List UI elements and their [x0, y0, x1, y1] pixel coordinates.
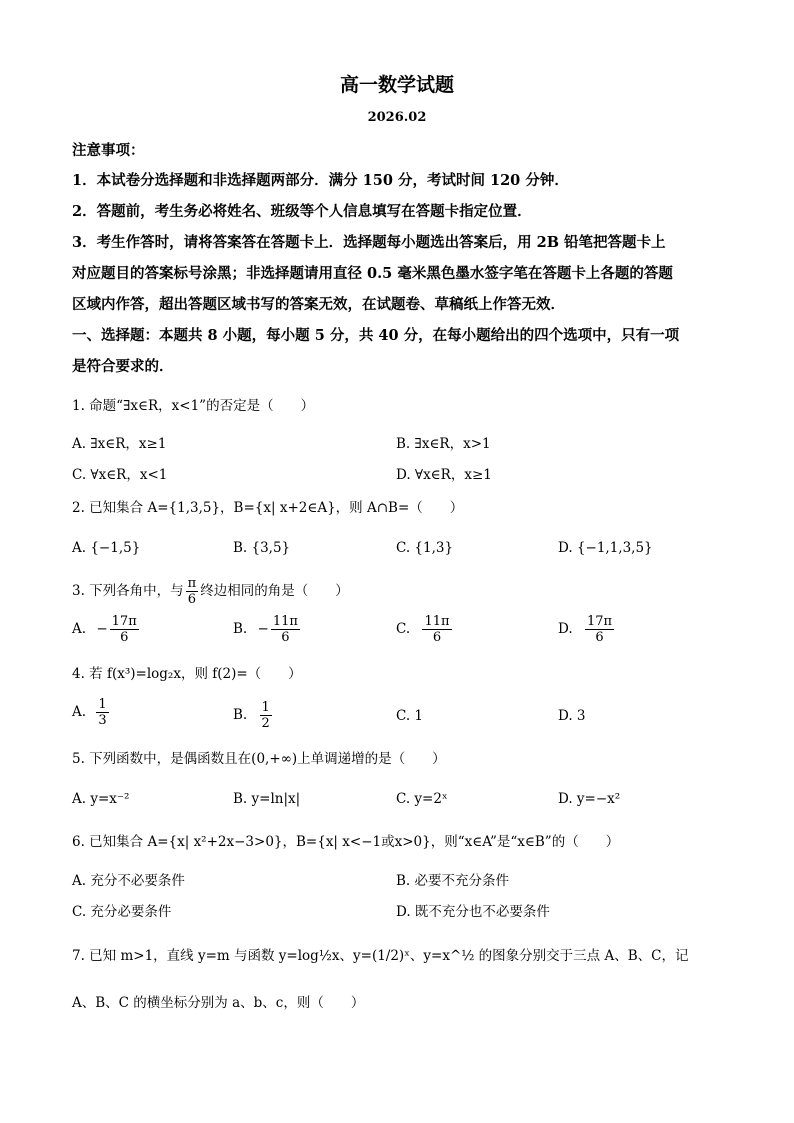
option-label: B.: [233, 621, 248, 637]
question-4-stem: 4. 若 f(x³)=log₂x，则 f(2)=（ ）: [72, 666, 302, 682]
instruction-item-2: 2．答题前，考生务必将姓名、班级等个人信息填写在答题卡指定位置．: [72, 203, 532, 220]
instruction-item-3-line-3: 区域内作答，超出答题区域书写的答案无效，在试题卷、草稿纸上作答无效．: [72, 296, 565, 313]
fraction-denominator: 6: [432, 630, 442, 645]
option-fraction: [96, 697, 108, 728]
question-5-option-c[interactable]: C. y=2ˣ: [396, 791, 448, 807]
fraction-denominator: 6: [595, 630, 604, 645]
fraction-numerator: 17π: [586, 614, 613, 629]
question-3-option-d[interactable]: [558, 614, 616, 645]
question-4-option-a[interactable]: [72, 697, 111, 728]
question-3-option-b[interactable]: [233, 614, 302, 645]
fraction-denominator: 3: [98, 713, 107, 728]
minus-sign: −: [257, 621, 269, 637]
fraction-numerator: 1: [261, 700, 270, 715]
question-5-stem: 5. 下列函数中，是偶函数且在(0,+∞)上单调递增的是（ ）: [72, 751, 446, 767]
question-5-option-b[interactable]: B. y=ln|x|: [233, 791, 301, 807]
question-3-option-a[interactable]: [72, 614, 141, 645]
question-6-option-a[interactable]: A. 充分不必要条件: [72, 873, 185, 889]
option-fraction: [585, 614, 614, 645]
instructions-heading: 注意事项：: [72, 142, 145, 159]
question-5-option-a[interactable]: A. y=x⁻²: [72, 791, 130, 807]
option-fraction: [271, 614, 300, 645]
question-3-stem-fraction: [186, 576, 199, 607]
fraction-numerator: 11π: [424, 614, 450, 629]
question-7-stem-line-1: 7. 已知 m>1，直线 y=m 与函数 y=log½x、y=(1/2)ˣ、y=x^½ 的图象分别交于三点 A、B、C，记: [72, 948, 689, 964]
minus-sign: −: [96, 621, 108, 637]
fraction-numerator: 1: [98, 697, 107, 712]
exam-date: 2026.02: [367, 110, 427, 125]
section-1-heading-line-2: 是符合要求的．: [72, 358, 174, 375]
fraction-denominator: 6: [187, 592, 197, 607]
question-6-stem: 6. 已知集合 A={x| x²+2x−3>0}，B={x| x<−1或x>0}，则“x∈A”是“x∈B”的（ ）: [72, 834, 620, 850]
question-2-option-c[interactable]: C. {1,3}: [396, 540, 454, 556]
option-label: B.: [233, 707, 248, 723]
option-label: A.: [72, 704, 87, 720]
instruction-item-3-line-2: 对应题目的答案标号涂黑；非选择题请用直径 0.5 毫米黑色墨水签字笔在答题卡上各题的答题: [72, 265, 673, 282]
option-fraction: [422, 614, 451, 645]
option-label: A.: [72, 621, 87, 637]
instruction-item-3-line-1: 3．考生作答时，请将答案答在答题卡上．选择题每小题选出答案后，用 2B 铅笔把答题卡上: [72, 234, 666, 251]
question-6-option-b[interactable]: B. 必要不充分条件: [396, 873, 510, 889]
question-2-option-b[interactable]: B. {3,5}: [233, 540, 291, 556]
question-3-stem-prefix: 3. 下列各角中，与: [72, 583, 184, 599]
option-fraction: [260, 700, 272, 731]
fraction-denominator: 6: [281, 630, 290, 645]
fraction-numerator: π: [187, 576, 197, 591]
option-label: D.: [558, 621, 573, 637]
question-1-stem: 1. 命题“∃x∈R，x<1”的否定是（ ）: [72, 398, 315, 414]
question-1-option-c[interactable]: C. ∀x∈R，x<1: [72, 467, 168, 483]
question-1-option-a[interactable]: A. ∃x∈R，x≥1: [72, 436, 167, 452]
question-4-option-c[interactable]: C. 1: [396, 708, 424, 724]
fraction-denominator: 2: [261, 716, 270, 731]
question-4-option-b[interactable]: [233, 700, 274, 731]
question-3-stem-suffix: 终边相同的角是（ ）: [200, 583, 349, 599]
fraction-numerator: 17π: [111, 614, 137, 629]
question-3-stem: [72, 575, 349, 607]
question-6-option-d[interactable]: D. 既不充分也不必要条件: [396, 904, 550, 920]
option-fraction: [110, 614, 139, 645]
question-7-stem-line-2: A、B、C 的横坐标分别为 a、b、c，则（ ）: [72, 995, 365, 1011]
question-5-option-d[interactable]: D. y=−x²: [558, 791, 621, 807]
question-4-option-d[interactable]: D. 3: [558, 708, 586, 724]
fraction-denominator: 6: [120, 630, 129, 645]
question-1-option-d[interactable]: D. ∀x∈R，x≥1: [396, 467, 492, 483]
question-3-option-c[interactable]: [396, 614, 454, 645]
question-2-option-d[interactable]: D. {−1,1,3,5}: [558, 540, 653, 556]
question-2-option-a[interactable]: A. {−1,5}: [72, 540, 141, 556]
instruction-item-1: 1．本试卷分选择题和非选择题两部分．满分 150 分，考试时间 120 分钟．: [72, 172, 569, 189]
fraction-numerator: 11π: [272, 614, 298, 629]
question-1-option-b[interactable]: B. ∃x∈R，x>1: [396, 436, 491, 452]
question-6-option-c[interactable]: C. 充分必要条件: [72, 904, 172, 920]
page-title: 高一数学试题: [339, 74, 454, 96]
section-1-heading-line-1: 一、选择题：本题共 8 小题，每小题 5 分，共 40 分，在每小题给出的四个选项中，只有一项: [72, 327, 680, 344]
question-2-stem: 2. 已知集合 A={1,3,5}，B={x| x+2∈A}，则 A∩B=（ ）: [72, 500, 464, 516]
option-label: C.: [396, 621, 411, 637]
